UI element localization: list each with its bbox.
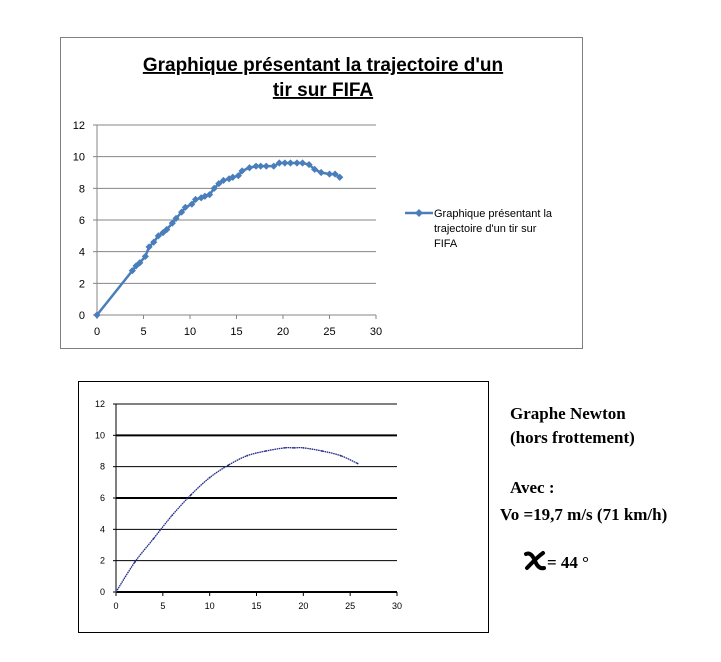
fifa-data-point (263, 163, 270, 170)
newton-data-point (357, 463, 359, 465)
newton-series-curve (116, 448, 358, 592)
fifa-chart-title-line: tir sur FIFA (272, 80, 374, 101)
fifa-chart-x-ticks (94, 315, 382, 338)
fifa-chart-y-ticks (73, 120, 97, 322)
alpha-symbol-icon (523, 550, 547, 572)
newton-chart-y-tick-label: 10 (94, 430, 105, 441)
newton-chart-x-tick-label: 25 (345, 601, 356, 611)
fifa-chart-x-tick-label: 5 (140, 326, 147, 338)
fifa-chart-x-tick-label: 25 (323, 326, 336, 338)
newton-chart-x-tick-label: 5 (160, 601, 166, 611)
fifa-data-point (299, 159, 306, 166)
fifa-chart-legend (405, 208, 553, 250)
newton-data-point (293, 447, 295, 449)
newton-chart-y-tick-label: 12 (94, 399, 105, 409)
fifa-chart-y-tick-label: 10 (72, 151, 85, 164)
newton-chart-x-tick-label: 10 (204, 601, 215, 611)
newton-data-point (134, 561, 136, 563)
note-angle (523, 546, 589, 573)
newton-chart-y-tick-label: 6 (99, 493, 105, 503)
newton-data-point (246, 455, 248, 457)
newton-chart-y-tick-label: 0 (99, 587, 105, 597)
newton-chart-x-ticks (113, 592, 402, 611)
fifa-chart-y-tick-label: 6 (78, 215, 85, 227)
fifa-legend-marker (415, 209, 423, 217)
fifa-chart-panel (60, 37, 583, 349)
fifa-chart-y-tick-label: 12 (72, 120, 85, 132)
newton-chart-panel (78, 381, 489, 633)
newton-chart-x-tick-label: 15 (251, 601, 262, 611)
newton-data-point (321, 450, 323, 452)
fifa-chart-y-tick-label: 0 (78, 310, 85, 322)
newton-data-point (153, 538, 155, 540)
fifa-chart-x-tick-label: 20 (276, 326, 290, 338)
fifa-chart-y-tick-label: 4 (78, 246, 85, 259)
fifa-chart-y-tick-label: 8 (78, 183, 85, 196)
fifa-chart-y-tick-label: 2 (78, 278, 85, 291)
newton-chart-gridlines (116, 404, 397, 561)
newton-data-point (265, 450, 267, 452)
note-with: Avec : (510, 478, 555, 497)
fifa-chart-gridlines (97, 125, 376, 283)
fifa-chart-x-tick-label: 15 (230, 326, 243, 338)
fifa-data-point (287, 159, 294, 166)
newton-chart-series (115, 447, 358, 593)
newton-chart-y-tick-label: 2 (99, 555, 105, 566)
newton-chart-x-tick-label: 0 (113, 601, 119, 611)
fifa-legend-label: trajectoire d'un tir sur (434, 223, 537, 235)
fifa-chart-title (143, 55, 503, 101)
newton-data-point (302, 447, 304, 449)
fifa-legend-label: FIFA (434, 238, 458, 250)
fifa-chart-x-tick-label: 10 (183, 326, 197, 338)
note-initial-speed: Vo =19,7 m/s (71 km/h) (500, 505, 668, 524)
newton-chart-y-tick-label: 4 (99, 524, 105, 535)
angle-value: = 44 ° (547, 553, 589, 572)
newton-data-point (209, 477, 211, 479)
note-newton-title: Graphe Newton (510, 404, 626, 423)
fifa-chart-svg (61, 38, 584, 350)
fifa-chart-x-tick-label: 0 (93, 326, 101, 338)
newton-chart-y-tick-label: 8 (99, 461, 105, 472)
fifa-chart-series (93, 159, 343, 318)
newton-data-point (340, 455, 342, 457)
newton-chart-y-ticks (95, 399, 116, 597)
newton-chart-x-tick-label: 20 (298, 601, 309, 611)
newton-chart-svg (79, 382, 490, 634)
newton-data-point (190, 494, 192, 496)
fifa-data-point (246, 164, 253, 171)
fifa-chart-title-line: Graphique présentant la trajectoire d'un (142, 55, 504, 76)
newton-data-point (171, 514, 173, 516)
newton-data-point (115, 591, 117, 593)
newton-chart-x-tick-label: 30 (391, 601, 403, 611)
newton-data-point (228, 464, 230, 466)
note-no-friction: (hors frottement) (510, 428, 635, 447)
fifa-legend-label: Graphique présentant la (434, 208, 553, 220)
fifa-chart-x-tick-label: 30 (369, 326, 383, 338)
newton-data-point (284, 447, 286, 449)
